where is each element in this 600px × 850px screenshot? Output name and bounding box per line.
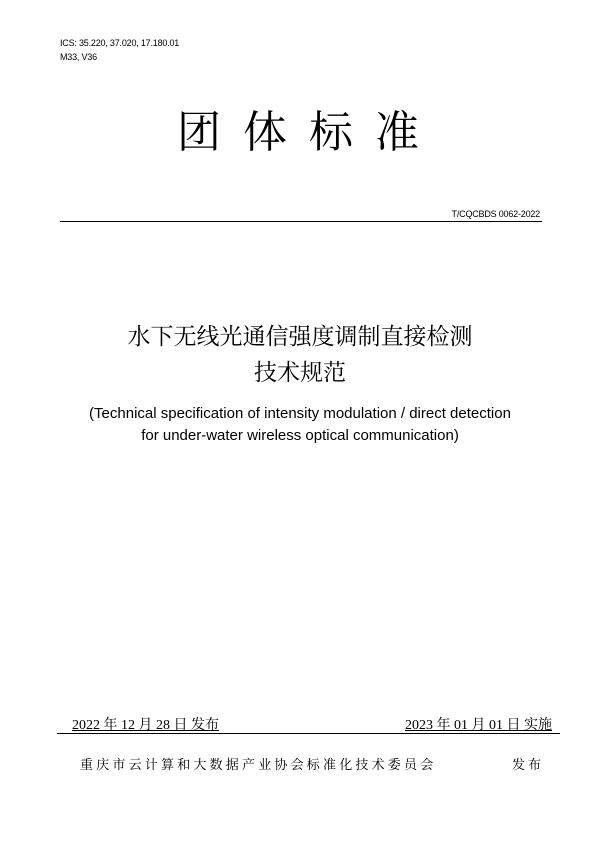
standard-type-heading: 团体标准 <box>177 107 441 158</box>
publish-date: 2022 年 12 月 28 日 发布 <box>72 718 219 733</box>
implement-date: 2023 年 01 月 01 日 实施 <box>405 718 552 733</box>
footer-divider <box>57 733 560 734</box>
header-divider <box>60 221 542 222</box>
publish-label: 发布 <box>512 758 545 773</box>
title-zh-line2: 技术规范 <box>254 360 346 386</box>
title-en-line2: for under-water wireless optical communication) <box>141 427 459 444</box>
classification-code: M33, V36 <box>60 52 97 62</box>
ics-code: ICS: 35.220, 37.020, 17.180.01 <box>60 38 180 48</box>
issuing-organization: 重庆市云计算和大数据产业协会标准化技术委员会 <box>80 758 437 773</box>
title-zh-line1: 水下无线光通信强度调制直接检测 <box>127 324 473 350</box>
title-en-line1: (Technical specification of intensity modulation / direct detection <box>89 405 511 422</box>
standard-code: T/CQCBDS 0062-2022 <box>451 209 540 219</box>
